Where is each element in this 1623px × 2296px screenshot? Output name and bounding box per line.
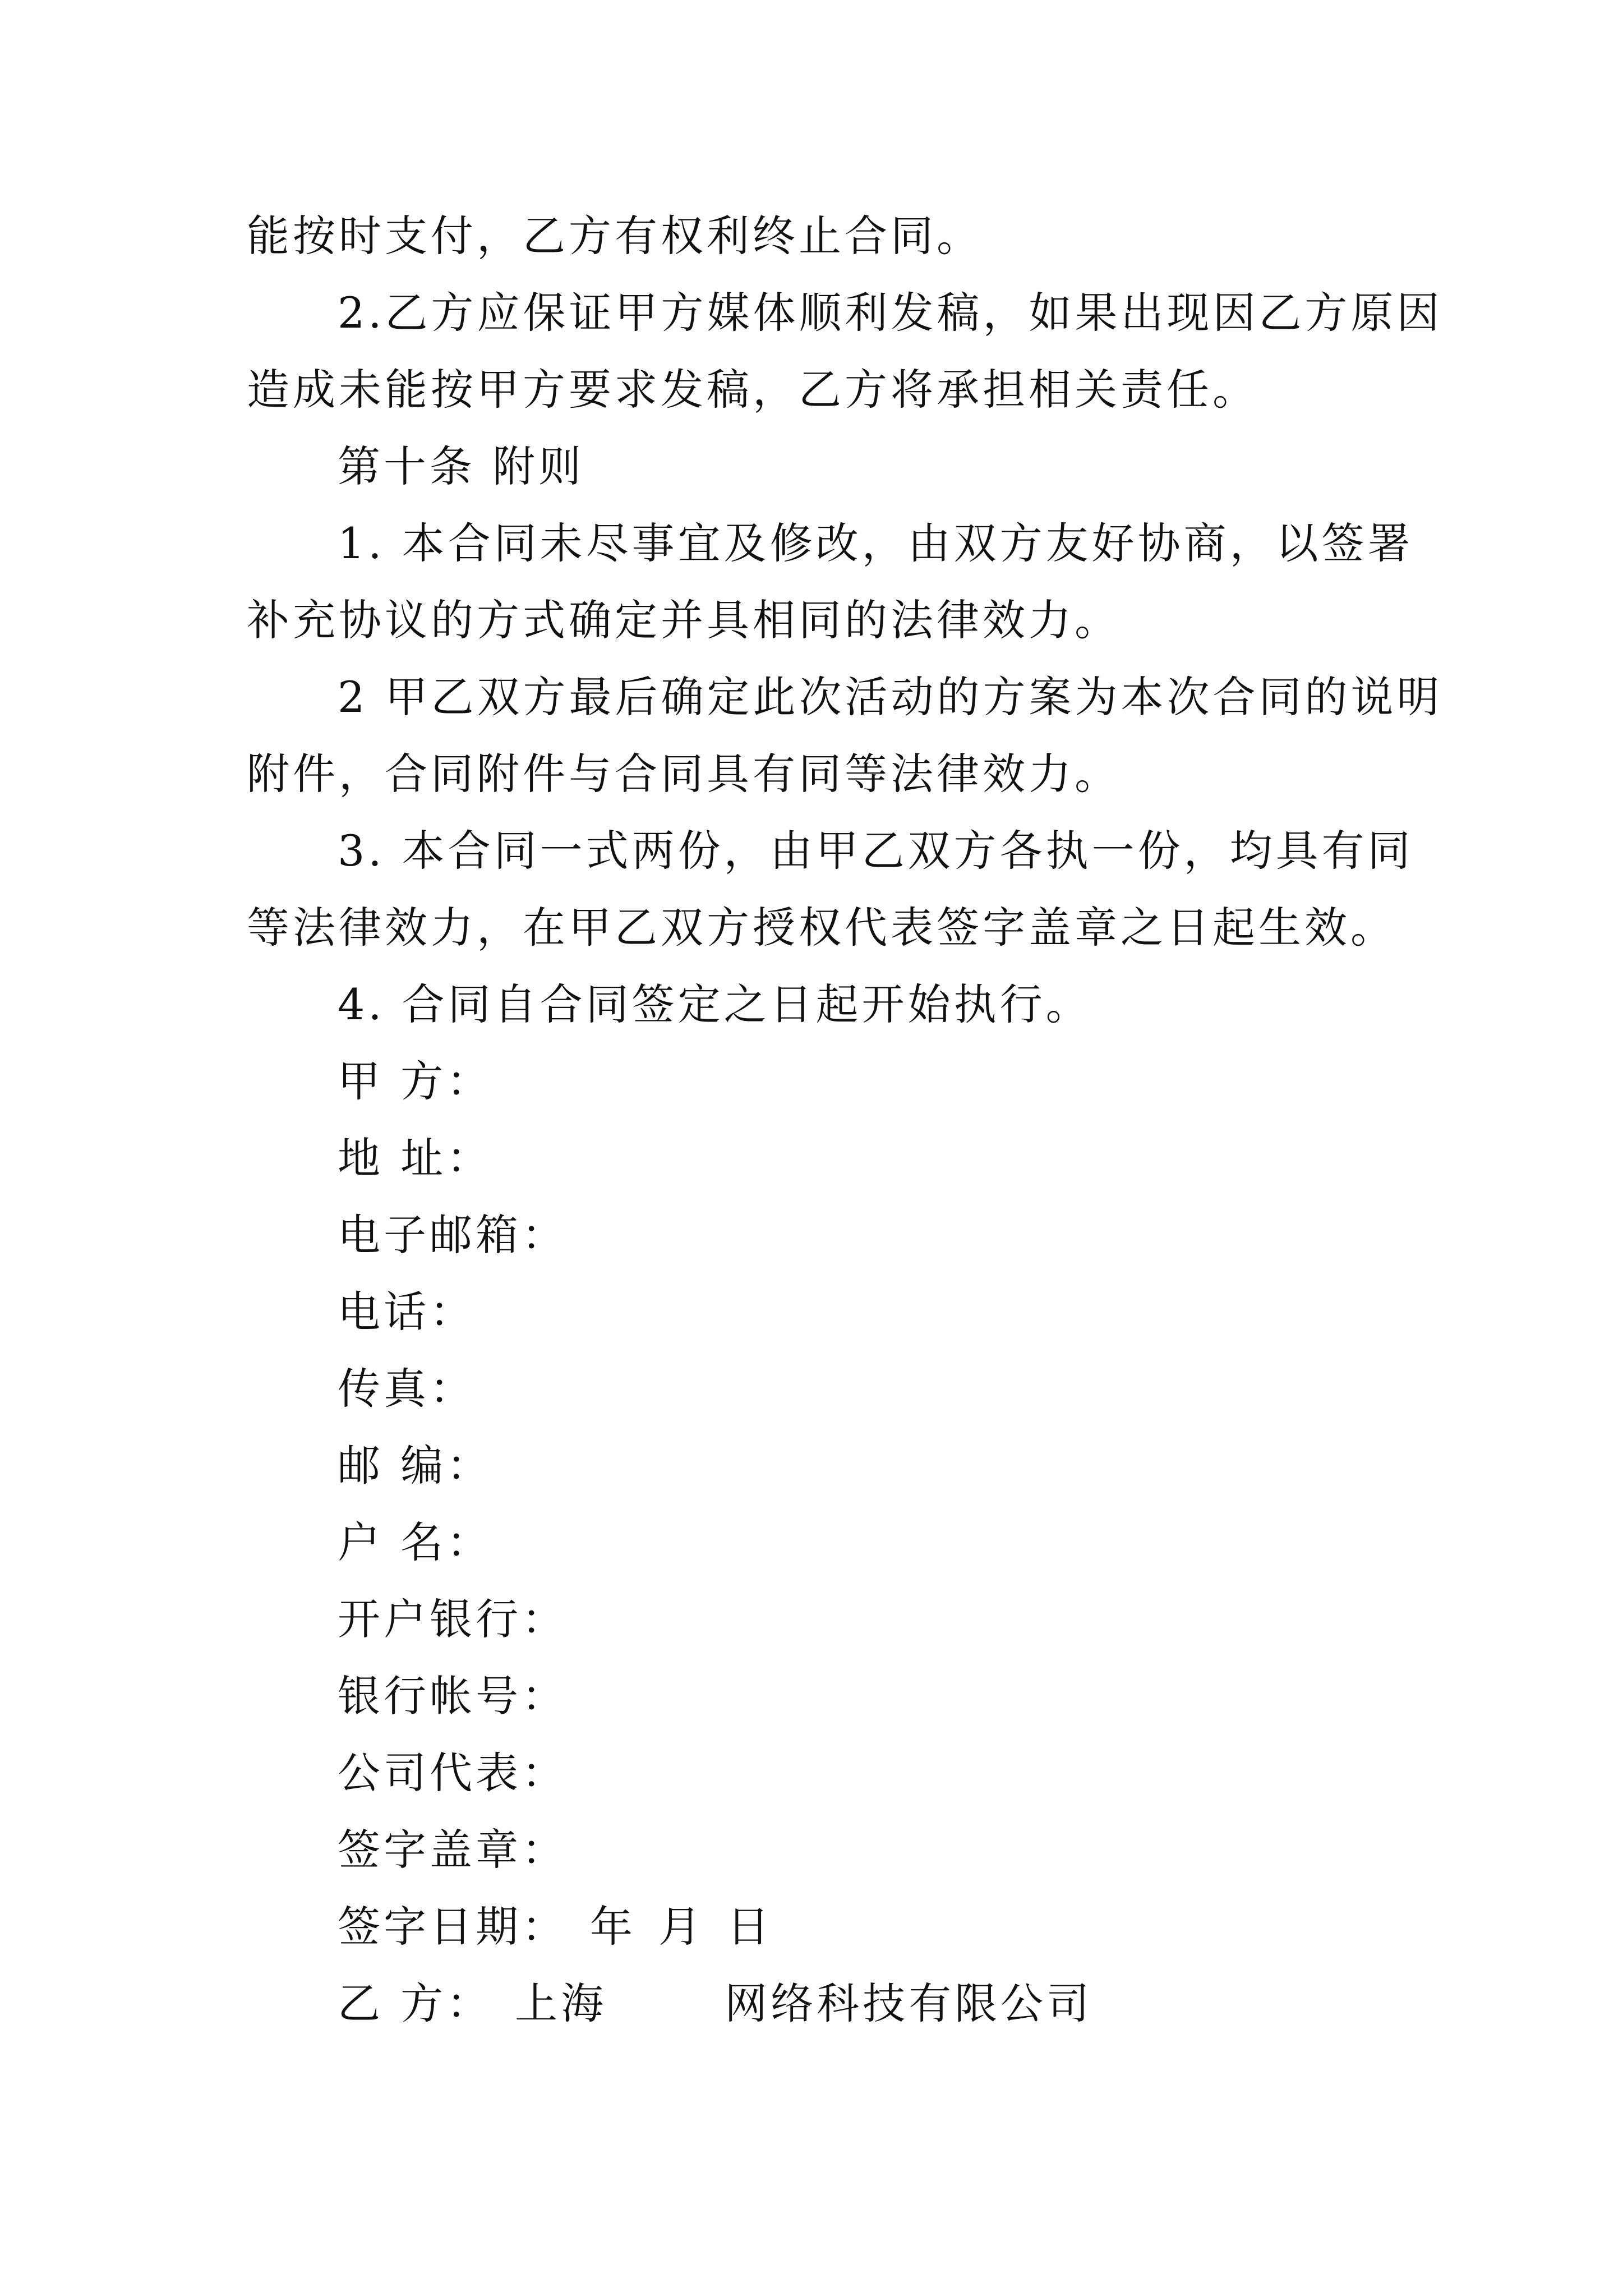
party-a-phone: 电话： xyxy=(338,1287,476,1337)
party-a-bank-account: 银行帐号： xyxy=(338,1671,568,1721)
party-a-address: 地 址： xyxy=(338,1133,493,1183)
signing-date-row xyxy=(247,1888,1391,1965)
clause-2-line-1: 2 甲乙双方最后确定此次活动的方案为本次合同的说明 xyxy=(338,672,1443,722)
section-heading: 第十条 附则 xyxy=(338,441,585,491)
contract-body xyxy=(247,197,1443,2042)
party-b-row xyxy=(247,1965,1391,2042)
party-a-signature-seal: 签字盖章： xyxy=(338,1825,568,1875)
date-year: 年 xyxy=(590,1902,636,1952)
date-day: 日 xyxy=(727,1902,773,1952)
party-a-postcode: 邮 编： xyxy=(338,1441,493,1490)
party-b-company-prefix: 上海 xyxy=(515,1978,607,2028)
party-a-fax: 传真： xyxy=(338,1364,476,1414)
clause-2-line-2: 附件，合同附件与合同具有同等法律效力。 xyxy=(247,749,1121,799)
party-a-email: 电子邮箱： xyxy=(338,1210,568,1260)
party-a-account-name: 户 名： xyxy=(338,1517,493,1567)
clause-3-line-1: 3. 本合同一式两份，由甲乙双方各执一份，均具有同 xyxy=(338,826,1414,876)
clause-3-line-2: 等法律效力，在甲乙双方授权代表签字盖章之日起生效。 xyxy=(247,903,1396,953)
party-a-label: 甲 方： xyxy=(338,1056,493,1106)
party-a-bank: 开户银行： xyxy=(338,1594,568,1644)
date-month: 月 xyxy=(658,1902,704,1952)
party-a-representative: 公司代表： xyxy=(338,1748,568,1798)
party-b-label: 乙 方： xyxy=(338,1978,493,2028)
paragraph-line-3: 造成未能按甲方要求发稿，乙方将承担相关责任。 xyxy=(247,365,1258,415)
party-b-company-suffix: 网络科技有限公司 xyxy=(725,1978,1093,2028)
signing-date-label: 签字日期： xyxy=(338,1902,568,1952)
clause-1-line-2: 补充协议的方式确定并具相同的法律效力。 xyxy=(247,595,1121,645)
paragraph-line-2: 2.乙方应保证甲方媒体顺利发稿，如果出现因乙方原因 xyxy=(338,288,1443,338)
paragraph-line-1: 能按时支付，乙方有权利终止合同。 xyxy=(247,211,983,261)
clause-1-line-1: 1. 本合同未尽事宜及修改，由双方友好协商，以签署 xyxy=(338,518,1414,568)
clause-4-line-1: 4. 合同自合同签定之日起开始执行。 xyxy=(338,979,1092,1029)
